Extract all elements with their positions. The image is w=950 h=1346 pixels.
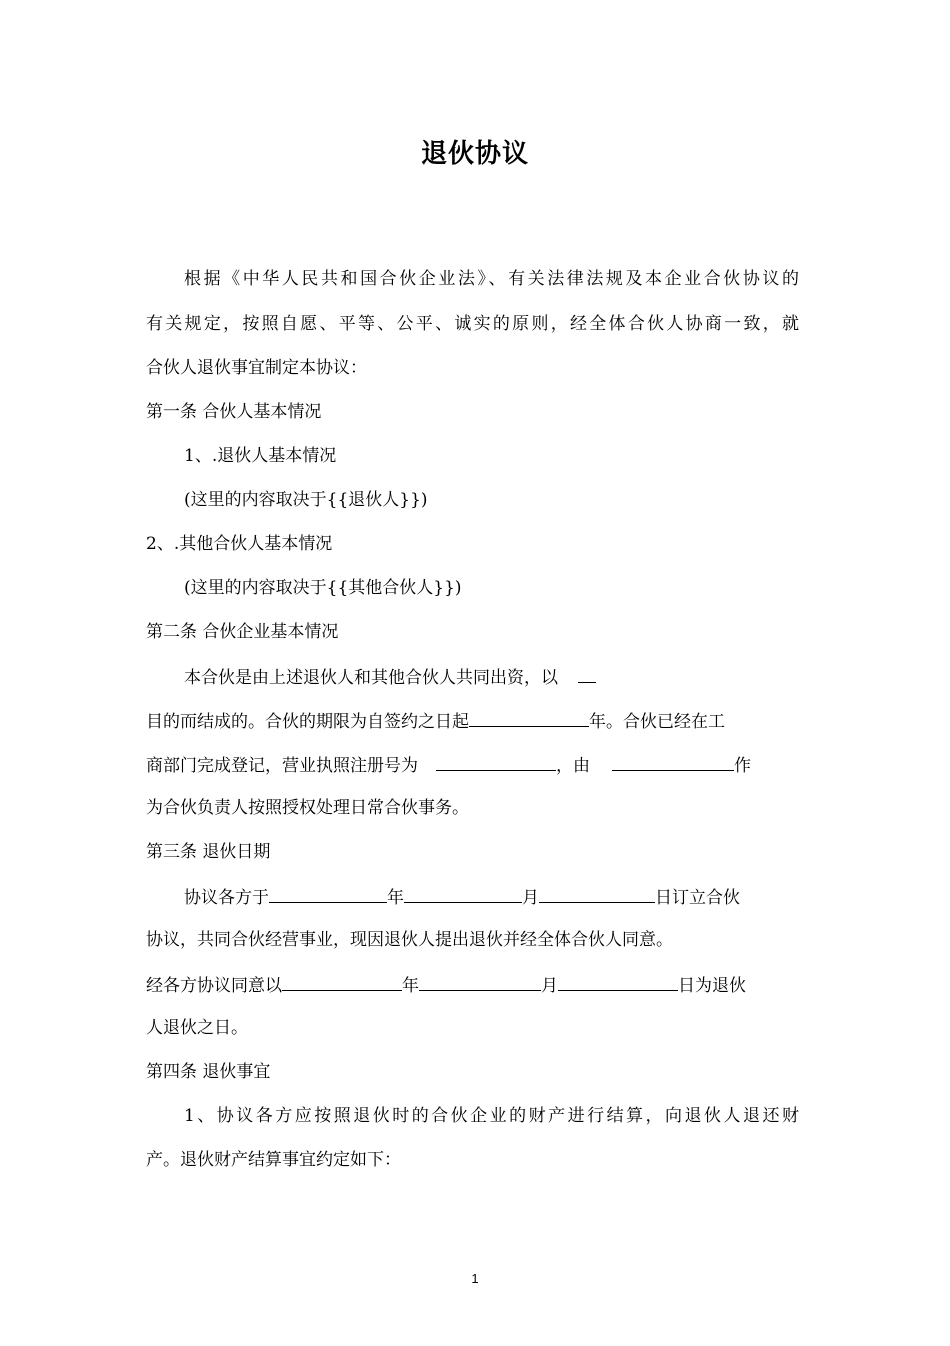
article-3-line-3 [146, 972, 746, 998]
article-3-line-1 [184, 884, 740, 910]
article-4-line-1: 1、协议各方应按照退伙时的合伙企业的财产进行结算，向退伙人退还财 [184, 1106, 799, 1126]
article-1-item-2-note: (这里的内容取决于{{其他合伙人}}) [184, 578, 462, 598]
purpose-blank[interactable] [578, 664, 596, 683]
article-1-heading: 第一条 合伙人基本情况 [146, 402, 322, 422]
article-2-line-3 [146, 752, 751, 778]
article-3-line-2: 协议，共同合伙经营事业，现因退伙人提出退伙并经全体合伙人同意。 [146, 930, 673, 950]
signing-month-blank[interactable] [404, 884, 522, 903]
term-years-blank[interactable] [469, 708, 589, 727]
article-2-line-2-text-a: 目的而结成的。合伙的期限为自签约之日起 [146, 712, 469, 732]
article-2-line-3-text-b: ，由 [556, 756, 590, 776]
article-3-heading: 第三条 退伙日期 [146, 842, 271, 862]
article-3-line-3-text-d: 日为退伙 [678, 976, 746, 996]
article-3-line-1-text-b: 年 [387, 888, 404, 908]
article-2-line-2 [146, 708, 725, 734]
intro-line-1: 根据《中华人民共和国合伙企业法》、有关法律法规及本企业合伙协议的 [184, 269, 799, 289]
article-2-line-3-text-c: 作 [734, 756, 751, 776]
signing-year-blank[interactable] [269, 884, 387, 903]
article-3-line-1-text-a: 协议各方于 [184, 888, 269, 908]
article-1-item-2: 2、.其他合伙人基本情况 [146, 534, 333, 554]
intro-line-2: 有关规定，按照自愿、平等、公平、诚实的原则，经全体合伙人协商一致，就 [146, 314, 799, 334]
article-2-line-2-text-b: 年。合伙已经在工 [589, 712, 725, 732]
article-1-item-1: 1、.退伙人基本情况 [184, 446, 337, 466]
document-title: 退伙协议 [420, 139, 529, 169]
article-3-line-3-text-b: 年 [402, 976, 419, 996]
article-3-line-3-text-c: 月 [541, 976, 558, 996]
article-3-line-4: 人退伙之日。 [146, 1018, 248, 1038]
article-4-line-2: 产。退伙财产结算事宜约定如下： [146, 1150, 401, 1170]
withdrawal-day-blank[interactable] [558, 972, 678, 991]
article-3-line-3-text-a: 经各方协议同意以 [146, 976, 282, 996]
withdrawal-month-blank[interactable] [419, 972, 541, 991]
article-2-heading: 第二条 合伙企业基本情况 [146, 622, 339, 642]
withdrawal-year-blank[interactable] [282, 972, 402, 991]
article-4-heading: 第四条 退伙事宜 [146, 1062, 271, 1082]
responsible-person-blank[interactable] [612, 752, 734, 771]
page-number: 1 [471, 1271, 479, 1286]
article-1-item-1-note: (这里的内容取决于{{退伙人}}) [184, 490, 428, 510]
article-2-line-3-text-a: 商部门完成登记，营业执照注册号为 [146, 756, 418, 776]
signing-day-blank[interactable] [539, 884, 655, 903]
article-3-line-1-text-d: 日订立合伙 [655, 888, 740, 908]
license-number-blank[interactable] [436, 752, 556, 771]
article-3-line-1-text-c: 月 [522, 888, 539, 908]
article-2-line-1 [184, 664, 596, 690]
article-2-line-1-text: 本合伙是由上述退伙人和其他合伙人共同出资，以 [184, 668, 558, 688]
article-2-line-4: 为合伙负责人按照授权处理日常合伙事务。 [146, 798, 469, 818]
intro-line-3: 合伙人退伙事宜制定本协议： [146, 358, 367, 378]
